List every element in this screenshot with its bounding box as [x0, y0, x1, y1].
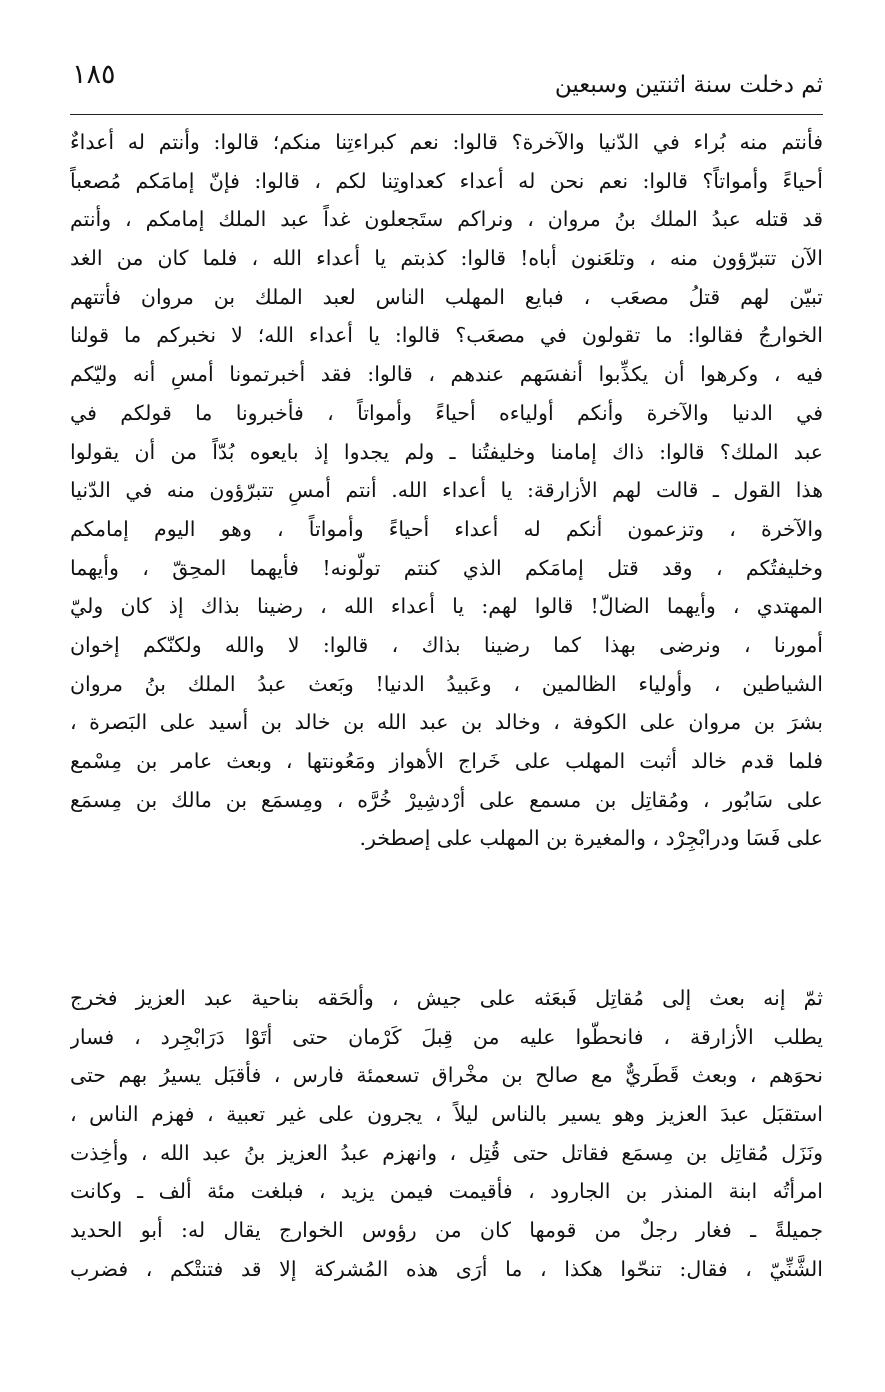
text-line: تبيّن لهم قتلُ مصعَب ، فبايع المهلب الناس لعبد الملك بن مروان فأتتهم [70, 284, 823, 309]
text-line: ثمّ إنه بعث إلى مُقاتِل فَبعَثه على جيش ، وألحَقه بناحية عبد العزيز فخرج [70, 986, 823, 1010]
text-line: فأنتم منه بُراء في الدّنيا والآخرة؟ قالوا: نعم كبراءتِنا منكم؛ قالوا: وأنتم له أعداءٌ [70, 130, 823, 154]
text-line: امرأتُه ابنة المنذر بن الجارود ، فأقيمت فيمن يزيد ، فبلغت مئة ألف ـ وكانت [70, 1179, 823, 1204]
text-line: أمورنا ، ونرضى بهذا كما رضينا بذاك ، قالوا: لا والله ولكنّكم إخوان [70, 632, 823, 657]
text-line: فيه ، وكرهوا أن يكذِّبوا أنفسَهم عندهم ، قالوا: فقد أخبرتمونا أمسِ أنه وليّكم [70, 362, 823, 387]
page-number: ١٨٥ [72, 59, 116, 90]
running-title: ثم دخلت سنة اثنتين وسبعين [554, 72, 823, 98]
text-line: وخليفتُكم ، وقد قتل إمامَكم الذي كنتم تولّونه! فأيهما المحِقّ ، وأيهما [70, 555, 823, 580]
text-line: في الدنيا والآخرة وأنكم أولياءه أحياءً وأمواتاً ، فأخبرونا ما قولكم في [70, 400, 823, 425]
text-line: على فَسَا ودرابْجِرْد ، والمغيرة بن المهلب على إصطخر. [359, 826, 823, 851]
paragraph-2 [70, 979, 823, 1289]
text-line: الآن تتبرّؤون منه ، وتلعَنون أباه! قالوا: كذبتم يا أعداء الله ، فلما كان من الغد [70, 246, 823, 271]
text-line: يطلب الأزارقة ، فانحطّوا عليه من قِبلَ كَرْمان حتى أتَوْا دَرَابْجِرد ، فسار [70, 1024, 823, 1049]
text-line: جميلةً ـ فغار رجلٌ من قومها كان من رؤوس الخوارج يقال له: أبو الحديد [70, 1218, 823, 1243]
text-line: استقبَل عبدَ العزيز وهو يسير بالناس ليلاً ، يجرون على غير تعبية ، فهزم الناس ، [70, 1102, 823, 1127]
text-line: قد قتله عبدُ الملك بنُ مروان ، ونراكم ستَجعلون غداً عبد الملك إمامكم ، وأنتم [70, 207, 823, 232]
header-rule [70, 114, 823, 115]
text-line: الشياطين ، وأولياء الظالمين ، وعَبيدُ الدنيا! وبَعث عبدُ الملك بنُ مروان [70, 671, 823, 696]
text-line: هذا القول ـ قالت لهم الأزارقة: يا أعداء الله. أنتم أمسِ تتبرّؤون منه في الدّنيا [70, 478, 823, 503]
text-line: عبد الملك؟ قالوا: ذاك إمامنا وخليفتُنا ـ ولم يجدوا إذ بايعوه بُدّاً من أن يقولوا [70, 439, 823, 464]
text-line: أحياءً وأمواتاً؟ قالوا: نعم نحن له أعداء كعداوتِنا لكم ، قالوا: فإنّ إمامَكم مُصعباً [70, 168, 823, 193]
text-line: فلما قدم خالد أثبت المهلب على خَراج الأهواز ومَعُونتها ، وبعث عامر بن مِسْمع [70, 749, 823, 773]
text-line: المهتدي ، وأيهما الضالّ! قالوا لهم: يا أعداء الله ، رضينا بذاك إذ كان وليّ [70, 594, 823, 619]
paragraph-1 [70, 123, 823, 858]
text-line: الشَّنِّيّ ، فقال: تنحّوا هكذا ، ما أرَى هذه المُشركة إلا قد فتنتْكم ، فضرب [70, 1256, 823, 1281]
text-line: ونَزَل مُقاتِل بن مِسمَع فقاتل حتى قُتِل ، وانهزم عبدُ العزيز بنُ عبد الله ، وأخِذت [70, 1140, 823, 1165]
text-line: بشرَ بن مروان على الكوفة ، وخالد بن عبد الله بن خالد بن أسيد على البَصرة ، [70, 710, 823, 735]
text-line: نحوَهم ، وبعث قَطَريٌّ مع صالح بن مخْراق تسعمئة فارس ، فأقبَل يسيرُ بهم حتى [70, 1063, 823, 1088]
text-line: على سَابُور ، ومُقاتِل بن مسمع على أرْدشِيرْ خُرَّه ، ومِسمَع بن مالك بن مِسمَع [70, 787, 823, 812]
text-line: والآخرة ، وتزعمون أنكم له أعداء أحياءً وأمواتاً ، وهو اليوم إمامكم [70, 516, 823, 541]
text-line: الخوارجُ فقالوا: ما تقولون في مصعَب؟ قالوا: يا أعداء الله؛ لا نخبركم ما قولنا [70, 323, 823, 348]
